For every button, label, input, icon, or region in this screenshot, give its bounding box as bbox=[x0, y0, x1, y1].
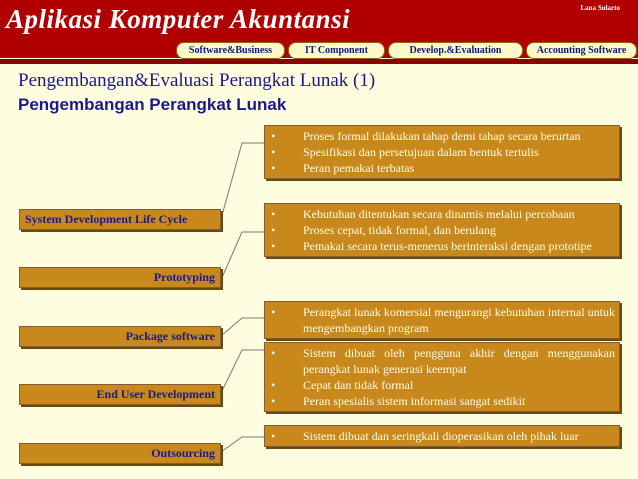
bullet-text: Sistem dibuat oleh pengguna akhir dengan menggunakan perangkat lunak generasi keempat bbox=[303, 346, 615, 376]
bullet-text: Proses cepat, tidak formal, dan berulang bbox=[303, 223, 496, 237]
bullet-icon: • bbox=[271, 223, 276, 237]
bullet-item bbox=[271, 144, 615, 160]
bullet-text: Pemakai secara terus-menerus berinteraksi dengan prototipe bbox=[303, 239, 592, 253]
method-label-sdlc: System Development Life Cycle bbox=[19, 209, 221, 230]
method-detail-package-software bbox=[264, 301, 620, 339]
bullet-item bbox=[271, 128, 615, 144]
method-detail-end-user-development bbox=[264, 342, 620, 412]
tab-accounting-software[interactable]: Accounting Software bbox=[526, 42, 637, 59]
bullet-icon: • bbox=[271, 207, 276, 221]
connector-end-user bbox=[221, 350, 264, 393]
method-detail-prototyping bbox=[264, 203, 620, 257]
method-label-package-software: Package software bbox=[19, 326, 221, 347]
bullet-item bbox=[271, 238, 615, 254]
bullet-item bbox=[271, 377, 615, 393]
bullet-icon: • bbox=[271, 378, 276, 392]
bullet-item bbox=[271, 304, 615, 336]
bullet-item bbox=[271, 222, 615, 238]
connector-sdlc bbox=[221, 143, 264, 219]
bullet-text: Kebutuhan ditentukan secara dinamis melalui percobaan bbox=[303, 207, 575, 221]
page-title: Pengembangan&Evaluasi Perangkat Lunak (1) bbox=[18, 70, 376, 91]
bullet-text: Spesifikasi dan persetujuan dalam bentuk tertulis bbox=[303, 145, 539, 159]
method-label-outsourcing: Outsourcing bbox=[19, 443, 221, 464]
method-label-prototyping: Prototyping bbox=[19, 267, 221, 288]
method-detail-outsourcing bbox=[264, 425, 620, 447]
bullet-item bbox=[271, 206, 615, 222]
bullet-icon: • bbox=[271, 394, 276, 408]
bullet-item bbox=[271, 428, 615, 444]
connector-package bbox=[221, 318, 264, 336]
bullet-item bbox=[271, 393, 615, 409]
tab-develop-evaluation[interactable]: Develop.&Evaluation bbox=[388, 42, 523, 59]
method-label-end-user-development: End User Development bbox=[19, 384, 221, 405]
bullet-icon: • bbox=[271, 145, 276, 159]
method-detail-sdlc bbox=[264, 125, 620, 179]
bullet-icon: • bbox=[271, 161, 276, 175]
bullet-item bbox=[271, 345, 615, 377]
app-title: Aplikasi Komputer Akuntansi bbox=[6, 4, 351, 34]
bullet-icon: • bbox=[271, 129, 276, 143]
bullet-icon: • bbox=[271, 305, 276, 319]
bullet-text: Cepat dan tidak formal bbox=[303, 378, 414, 392]
tab-it-component[interactable]: IT Component bbox=[288, 42, 385, 59]
bullet-text: Sistem dibuat dan seringkali dioperasikan oleh pihak luar bbox=[303, 429, 579, 443]
bullet-text: Perangkat lunak komersial mengurangi kebutuhan internal untuk mengembangkan program bbox=[303, 305, 615, 335]
tab-software-business[interactable]: Software&Business bbox=[176, 42, 285, 59]
page-subtitle: Pengembangan Perangkat Lunak bbox=[18, 95, 287, 114]
bullet-icon: • bbox=[271, 239, 276, 253]
bullet-text: Peran pemakai terbatas bbox=[303, 161, 415, 175]
bullet-icon: • bbox=[271, 346, 276, 360]
author-name: Lana Sularto bbox=[580, 4, 620, 12]
bullet-text: Proses formal dilakukan tahap demi tahap secara berurtan bbox=[303, 129, 581, 143]
connector-prototyping bbox=[221, 232, 264, 280]
connector-outsourcing bbox=[221, 437, 264, 452]
bullet-icon: • bbox=[271, 429, 276, 443]
bullet-text: Peran spesialis sistem informasi sangat sedikit bbox=[303, 394, 526, 408]
bullet-item bbox=[271, 160, 615, 176]
